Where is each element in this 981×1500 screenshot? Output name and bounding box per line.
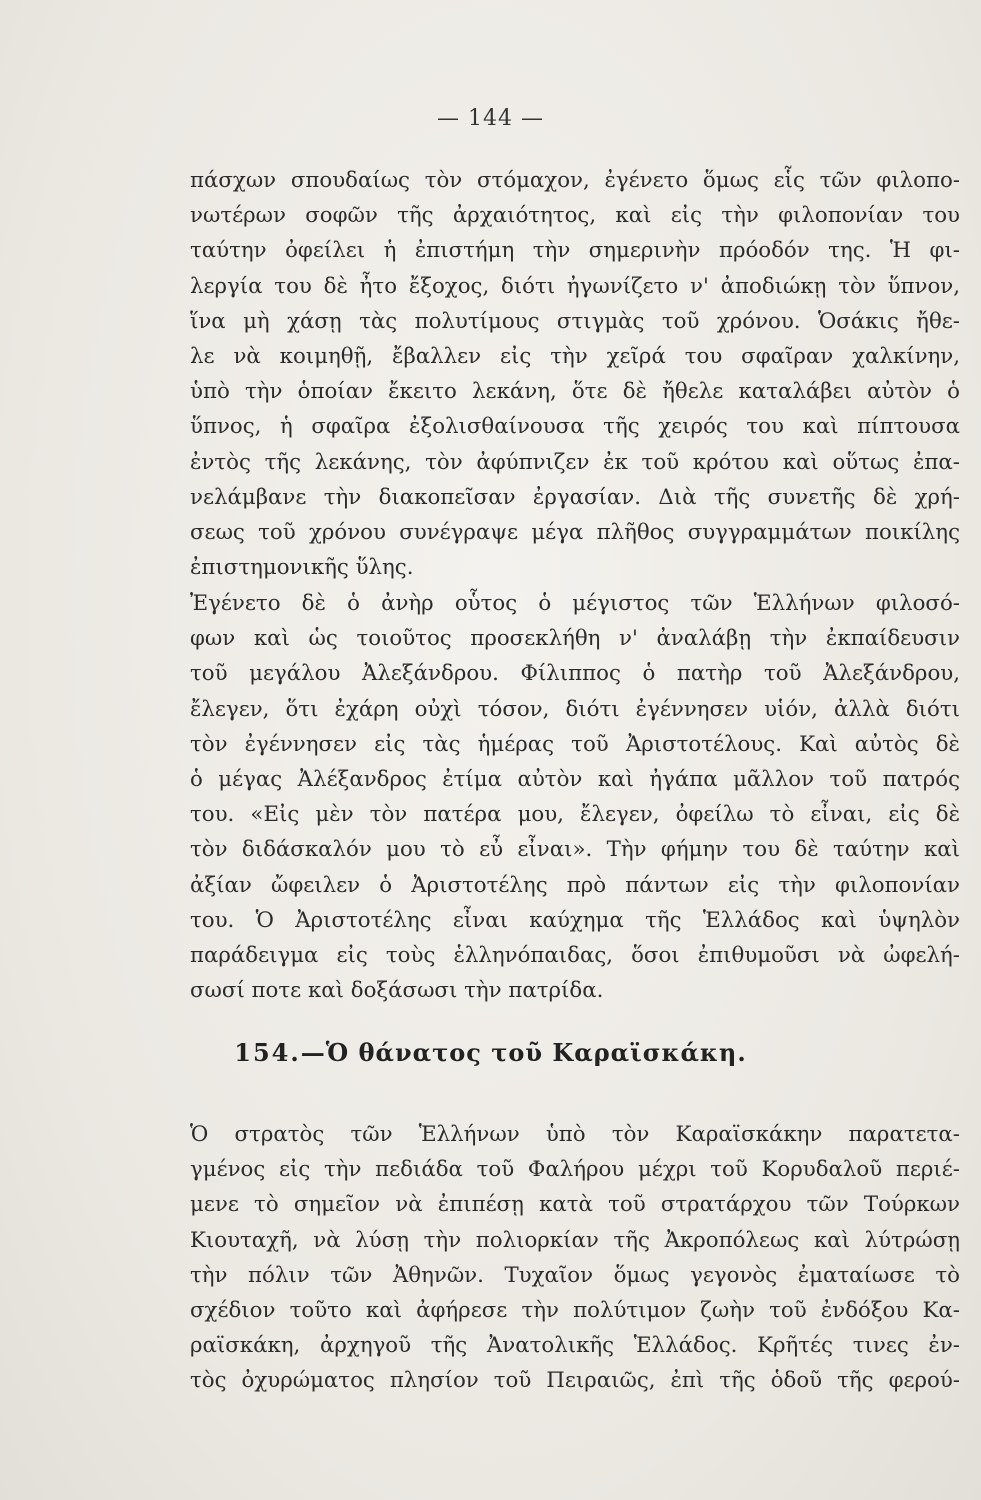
text-line: ἀξίαν ὤφειλεν ὁ Ἀριστοτέλης πρὸ πάντων εἰς τὴν φιλοπονίαν <box>190 872 960 898</box>
text-line: λεργία του δὲ ἦτο ἔξοχος, διότι ἠγωνίζετο ν' ἀποδιώκῃ τὸν ὕπνον, <box>190 273 960 299</box>
text-line: ὁ μέγας Ἀλέξανδρος ἐτίμα αὐτὸν καὶ ἠγάπα μᾶλλον τοῦ πατρός <box>190 766 960 792</box>
text-line: ταύτην ὀφείλει ἡ ἐπιστήμη τὴν σημερινὴν πρόοδόν της. Ἡ φι- <box>190 238 960 264</box>
section-number: 154. <box>234 1038 301 1067</box>
text-line: λε νὰ κοιμηθῇ, ἔβαλλεν εἰς τὴν χεῖρά του σφαῖραν χαλκίνην, <box>190 343 960 369</box>
text-line: τὸς ὀχυρώματος πλησίον τοῦ Πειραιῶς, ἐπὶ τῆς ὁδοῦ τῆς φερού- <box>190 1368 960 1394</box>
text-line: Ὁ στρατὸς τῶν Ἑλλήνων ὑπὸ τὸν Καραϊσκάκην παρατετα- <box>190 1122 960 1147</box>
text-line: του. Ὁ Ἀριστοτέλης εἶναι καύχημα τῆς Ἑλλάδος καὶ ὑψηλὸν <box>190 907 960 933</box>
text-line: ἔλεγεν, ὅτι ἐχάρη οὐχὶ τόσον, διότι ἐγέννησεν υἱόν, ἀλλὰ διότι <box>190 696 960 722</box>
text-line: φων καὶ ὡς τοιοῦτος προσεκλήθη ν' ἀναλάβῃ τὴν ἐκπαίδευσιν <box>190 626 960 652</box>
text-line: Κιουταχῆ, νὰ λύσῃ τὴν πολιορκίαν τῆς Ἀκροπόλεως καὶ λύτρώσῃ <box>190 1227 960 1253</box>
text-line: σωσί ποτε καὶ δοξάσωσι τὴν πατρίδα. <box>190 978 604 1004</box>
text-line: τοῦ μεγάλου Ἀλεξάνδρου. Φίλιππος ὁ πατὴρ τοῦ Ἀλεξάνδρου, <box>190 661 960 687</box>
text-line: ἐντὸς τῆς λεκάνης, τὸν ἀφύπνιζεν ἐκ τοῦ κρότου καὶ οὕτως ἐπα- <box>190 449 960 475</box>
text-line: σχέδιον τοῦτο καὶ ἀφήρεσε τὴν πολύτιμον ζωὴν τοῦ ἐνδόξου Κα- <box>190 1297 960 1323</box>
paragraph-karaiskakis <box>190 1117 960 1399</box>
text-line: παράδειγμα εἰς τοὺς ἑλληνόπαιδας, ὅσοι ἐπιθυμοῦσι νὰ ὠφελή- <box>190 942 960 968</box>
text-line: ἵνα μὴ χάσῃ τὰς πολυτίμους στιγμὰς τοῦ χρόνου. Ὁσάκις ἤθε- <box>190 308 960 334</box>
text-line: νελάμβανε τὴν διακοπεῖσαν ἐργασίαν. Διὰ τῆς συνετῆς δὲ χρή- <box>190 484 960 510</box>
paragraph-aristotle-teacher <box>190 586 960 1008</box>
section-title: Ὁ θάνατος τοῦ Καραϊσκάκη. <box>325 1038 747 1067</box>
text-line: ὕπνος, ἡ σφαῖρα ἐξολισθαίνουσα τῆς χειρός του καὶ πίπτουσα <box>190 414 960 440</box>
text-line: νωτέρων σοφῶν τῆς ἀρχαιότητος, καὶ εἰς τὴν φιλοπονίαν του <box>190 203 960 229</box>
text-line: ὑπὸ τὴν ὁποίαν ἔκειτο λεκάνη, ὅτε δὲ ἤθελε καταλάβει αὐτὸν ὁ <box>190 379 960 405</box>
text-line: Ἐγένετο δὲ ὁ ἀνὴρ οὗτος ὁ μέγιστος τῶν Ἑλλήνων φιλοσό- <box>190 591 960 616</box>
text-line: ἐπιστημονικῆς ὕλης. <box>190 555 414 581</box>
text-line: τὸν διδάσκαλόν μου τὸ εὖ εἶναι». Τὴν φήμην του δὲ ταύτην καὶ <box>190 837 960 863</box>
section-dash: — <box>300 1038 326 1067</box>
text-line: τὴν πόλιν τῶν Ἀθηνῶν. Τυχαῖον ὅμως γεγονὸς ἐματαίωσε τὸ <box>190 1262 960 1288</box>
paragraph-aristotle-diligence <box>190 163 960 585</box>
text-line: του. «Εἰς μὲν τὸν πατέρα μου, ἔλεγεν, ὀφείλω τὸ εἶναι, εἰς δὲ <box>190 802 960 828</box>
page-number: — 144 — <box>437 106 544 131</box>
text-line: μενε τὸ σημεῖον νὰ ἐπιπέσῃ κατὰ τοῦ στρατάρχου τῶν Τούρκων <box>190 1192 960 1218</box>
text-line: ραϊσκάκη, ἀρχηγοῦ τῆς Ἀνατολικῆς Ἑλλάδος. Κρῆτές τινες ἐν- <box>190 1333 960 1359</box>
text-line: γμένος εἰς τὴν πεδιάδα τοῦ Φαλήρου μέχρι τοῦ Κορυδαλοῦ περιέ- <box>190 1157 960 1183</box>
section-heading <box>0 1038 981 1067</box>
text-line: τὸν ἐγέννησεν εἰς τὰς ἡμέρας τοῦ Ἀριστοτέλους. Καὶ αὐτὸς δὲ <box>190 731 960 757</box>
text-line: πάσχων σπουδαίως τὸν στόμαχον, ἐγένετο ὅμως εἷς τῶν φιλοπο- <box>190 168 960 193</box>
text-line: σεως τοῦ χρόνου συνέγραψε μέγα πλῆθος συγγραμμάτων ποικίλης <box>190 519 960 545</box>
